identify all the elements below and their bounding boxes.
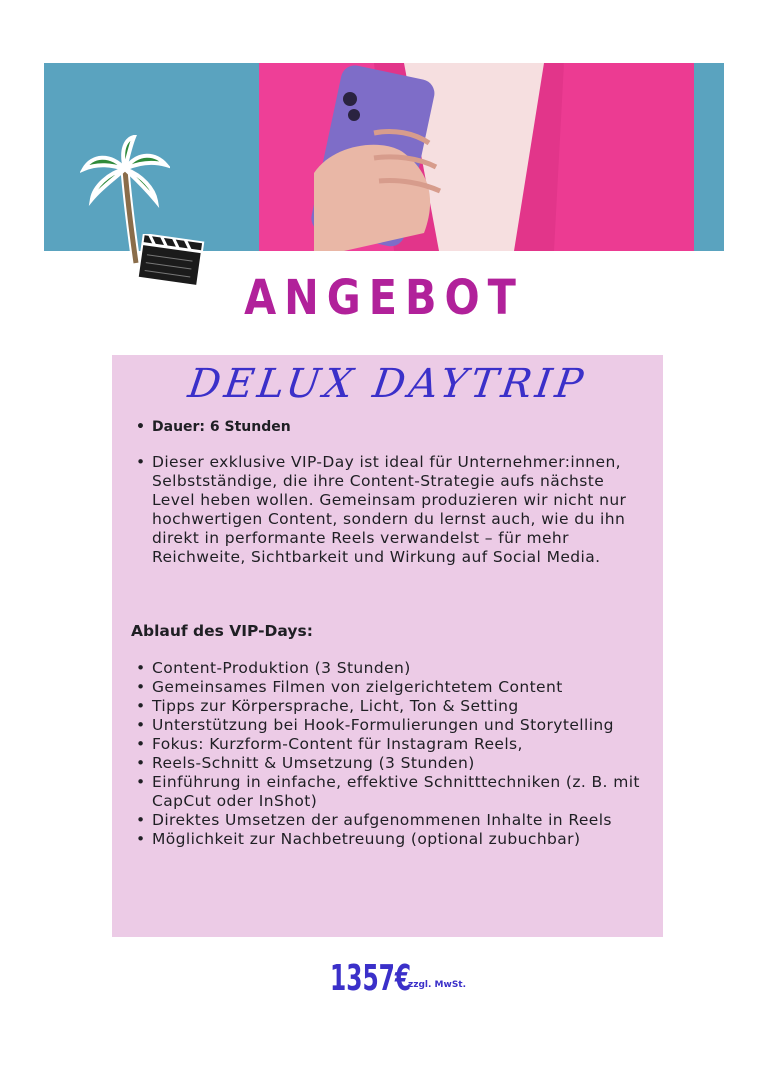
intro-item: • Dieser exklusive VIP-Day ist ideal für Unternehmer:innen, Selbstständige, die ihre Content-Strategie aufs nächste Level heben wollen. Gemeinsam produzieren wir nicht nur hochwertigen Content, sondern du lernst auch, wie du ihn direkt in performante Reels verwandelst – für mehr Reichweite, Sichtbarkeit und Wirkung auf Social Media. <box>132 453 652 567</box>
schedule-list <box>132 659 652 849</box>
schedule-item: • Unterstützung bei Hook-Formulierungen und Storytelling <box>132 716 652 735</box>
schedule-title: Ablauf des VIP-Days: <box>131 622 313 640</box>
duration-item: • Dauer: 6 Stunden <box>132 419 291 435</box>
schedule-item: • Einführung in einfache, effektive Schnitttechniken (z. B. mit CapCut oder InShot) <box>132 773 652 811</box>
intro-list <box>132 453 652 567</box>
price: 1357€ <box>330 958 412 999</box>
offer-heading: DELUX DAYTRIP <box>185 361 590 407</box>
schedule-item: • Gemeinsames Filmen von zielgerichtetem Content <box>132 678 652 697</box>
schedule-item: • Direktes Umsetzen der aufgenommenen Inhalte in Reels <box>132 811 652 830</box>
price-note: zzgl. MwSt. <box>408 980 467 990</box>
page-title: ANGEBOT <box>244 268 524 326</box>
price-row <box>330 958 466 999</box>
schedule-item: • Fokus: Kurzform-Content für Instagram Reels, <box>132 735 652 754</box>
schedule-item: • Content-Produktion (3 Stunden) <box>132 659 652 678</box>
duration-list <box>132 419 291 435</box>
schedule-item: • Reels-Schnitt & Umsetzung (3 Stunden) <box>132 754 652 773</box>
offer-card <box>112 355 663 937</box>
schedule-item: • Möglichkeit zur Nachbetreuung (optional zubuchbar) <box>132 830 652 849</box>
schedule-item: • Tipps zur Körpersprache, Licht, Ton & Setting <box>132 697 652 716</box>
